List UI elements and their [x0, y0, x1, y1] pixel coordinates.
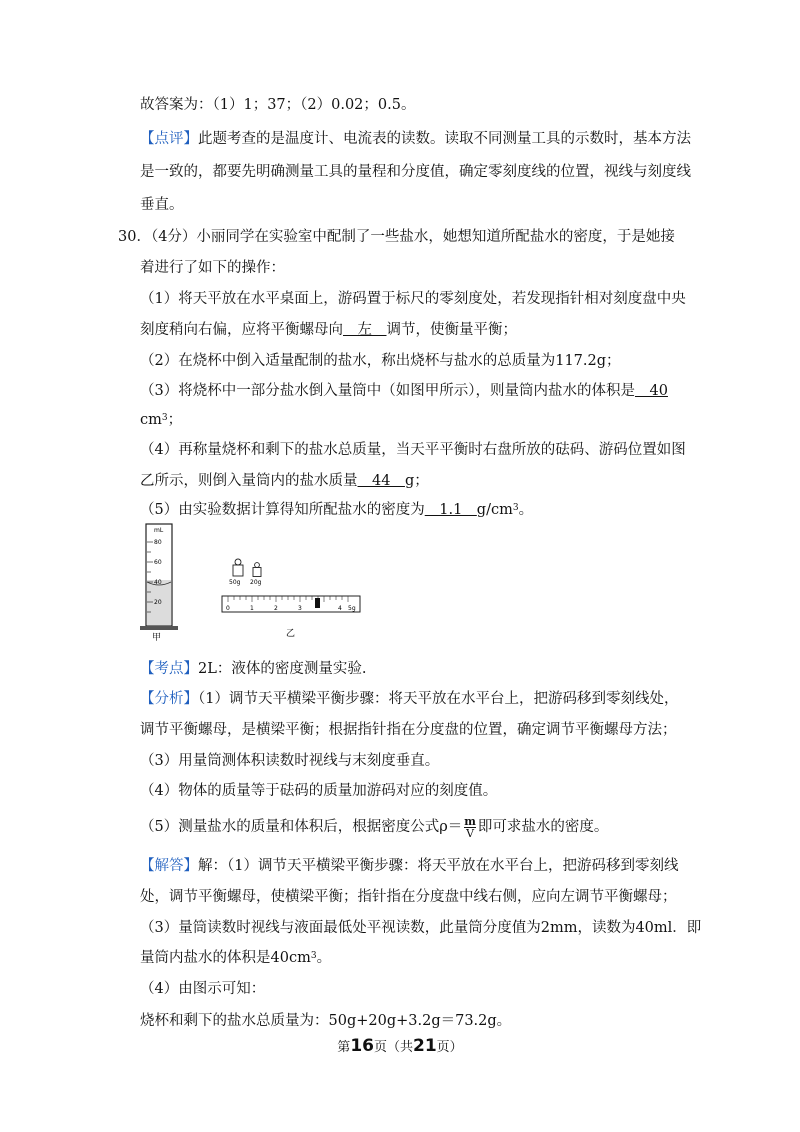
footer-pre: 第 — [337, 1040, 351, 1055]
rider-marker — [315, 598, 320, 608]
step-1-line-1: （1）将天平放在水平桌面上，游码置于标尺的零刻度处，若发现指针相对刻度盘中央 — [140, 291, 686, 307]
comment-line-1 — [140, 129, 691, 149]
punct: 。 — [518, 502, 534, 518]
comment-tag: 【点评】 — [140, 131, 198, 147]
unit-g: g； — [404, 473, 429, 489]
answer-blank-volume: 40 — [634, 383, 668, 399]
comment-line-2: 是一致的，都要先明确测量工具的量程和分度值，确定零刻度线的位置，视线与刻度线 — [140, 164, 691, 180]
cylinder-unit: mL — [154, 527, 164, 534]
comment-text: 此题考查的是温度计、电流表的读数。读取不同测量工具的示数时，基本方法 — [198, 131, 691, 147]
cylinder-tick-60: 60 — [154, 559, 162, 566]
kaodian-text: 2L：液体的密度测量实验. — [198, 661, 367, 677]
analysis-line-5 — [140, 814, 608, 840]
analysis-line-4: （4）物体的质量等于砝码的质量加游码对应的刻度值。 — [140, 783, 498, 799]
analysis-line-1 — [140, 689, 678, 709]
graduated-cylinder — [140, 524, 178, 630]
page-footer — [0, 1036, 800, 1056]
answer-blank-density: 1.1 — [424, 502, 477, 518]
comment-line-3: 垂直。 — [140, 197, 184, 213]
step-4-text: 乙所示，则倒入量筒内的盐水质量 — [140, 473, 358, 489]
density-fraction — [464, 816, 476, 839]
ruler-tick-5g: 5g — [348, 605, 356, 612]
question-30-stem-2: 着进行了如下的操作： — [140, 260, 285, 276]
solution-volume-text: 量筒内盐水的体积是40cm — [140, 950, 311, 966]
analysis-formula-text: （5）测量盐水的质量和体积后，根据密度公式ρ＝ — [140, 819, 463, 835]
solution-line-2: 处，调节平衡螺母，使横梁平衡；指针指在分度盘中线右侧，应向左调节平衡螺母； — [140, 889, 677, 905]
current-page-number: 16 — [350, 1036, 374, 1056]
solution-line-3: （3）量筒读数时视线与液面最低处平视读数，此量筒分度值为2mm，读数为40ml．即 — [140, 920, 702, 936]
solution-line-5: （4）由图示可知： — [140, 981, 266, 997]
step-3-text: （3）将烧杯中一部分盐水倒入量筒中（如图甲所示），则量筒内盐水的体积是 — [140, 383, 635, 399]
ruler-tick-3: 3 — [298, 605, 302, 612]
step-2-line: （2）在烧杯中倒入适量配制的盐水，称出烧杯与盐水的总质量为117.2g； — [140, 353, 621, 369]
solution-line-6: 烧杯和剩下的盐水总质量为：50g+20g+3.2g＝73.2g。 — [140, 1013, 512, 1029]
weights — [229, 559, 262, 586]
step-5-line — [140, 500, 533, 520]
analysis-text: （1）调节天平横梁平衡步骤：将天平放在水平台上，把游码移到零刻线处， — [198, 691, 679, 707]
figure-svg — [140, 522, 370, 642]
superscript-3: 3 — [161, 413, 168, 423]
step-3-line-1 — [140, 381, 668, 401]
answer-blank-mass: 44 — [357, 473, 405, 489]
solution-tag: 【解答】 — [140, 858, 198, 874]
label-jia: 甲 — [152, 633, 162, 642]
answer-line: 故答案为：（1）1；37；（2）0.02；0.5。 — [140, 97, 416, 113]
cylinder-tick-80: 80 — [154, 539, 162, 546]
solution-text: 解：（1）调节天平横梁平衡步骤：将天平放在水平台上，把游码移到零刻线 — [198, 858, 679, 874]
analysis-tag: 【分析】 — [140, 691, 198, 707]
footer-post: 页） — [436, 1040, 463, 1055]
cylinder-tick-40: 40 — [154, 579, 162, 586]
superscript-3: 3 — [512, 503, 519, 513]
weight-50g: 50g — [229, 579, 241, 586]
analysis-formula-end: 即可求盐水的密度。 — [477, 819, 609, 835]
fraction-numerator: m — [464, 814, 476, 828]
total-page-number: 21 — [413, 1036, 437, 1056]
analysis-line-2: 调节平衡螺母，是横梁平衡；根据指针指在分度盘的位置，确定调节平衡螺母方法； — [140, 722, 677, 738]
kaodian-line — [140, 659, 366, 679]
step-1-line-2 — [140, 320, 517, 340]
ruler-tick-2: 2 — [274, 605, 278, 612]
ruler-tick-4: 4 — [338, 605, 342, 612]
step-5-text: （5）由实验数据计算得知所配盐水的密度为 — [140, 502, 425, 518]
step-1-text: 刻度稍向右偏，应将平衡螺母向 — [140, 322, 343, 338]
cylinder-tick-20: 20 — [154, 599, 162, 606]
label-yi: 乙 — [286, 629, 296, 639]
balance-ruler — [222, 596, 360, 612]
experiment-figure — [140, 522, 370, 642]
superscript-3: 3 — [310, 951, 317, 961]
step-3-line-2 — [140, 410, 182, 430]
fraction-denominator: V — [466, 826, 475, 840]
unit-density: g/cm — [476, 502, 513, 518]
question-30-stem-1: 30．（4分）小丽同学在实验室中配制了一些盐水，她想知道所配盐水的密度，于是她接 — [118, 229, 675, 245]
weight-20g: 20g — [250, 579, 262, 586]
solution-line-4 — [140, 948, 331, 968]
ruler-tick-0: 0 — [226, 605, 230, 612]
step-4-line-1: （4）再称量烧杯和剩下的盐水总质量，当天平平衡时右盘所放的砝码、游码位置如图 — [140, 442, 686, 458]
step-4-line-2 — [140, 471, 429, 491]
ruler-tick-1: 1 — [250, 605, 254, 612]
solution-line-1 — [140, 856, 678, 876]
kaodian-tag: 【考点】 — [140, 661, 198, 677]
unit-cm: cm — [140, 412, 162, 428]
analysis-line-3: （3）用量筒测体积读数时视线与末刻度垂直。 — [140, 753, 440, 769]
punct: ； — [167, 412, 183, 428]
answer-blank-left: 左 — [343, 322, 387, 338]
footer-mid: 页（共 — [373, 1040, 413, 1055]
step-1-text-end: 调节，使衡量平衡； — [386, 322, 517, 338]
punct: 。 — [316, 950, 332, 966]
